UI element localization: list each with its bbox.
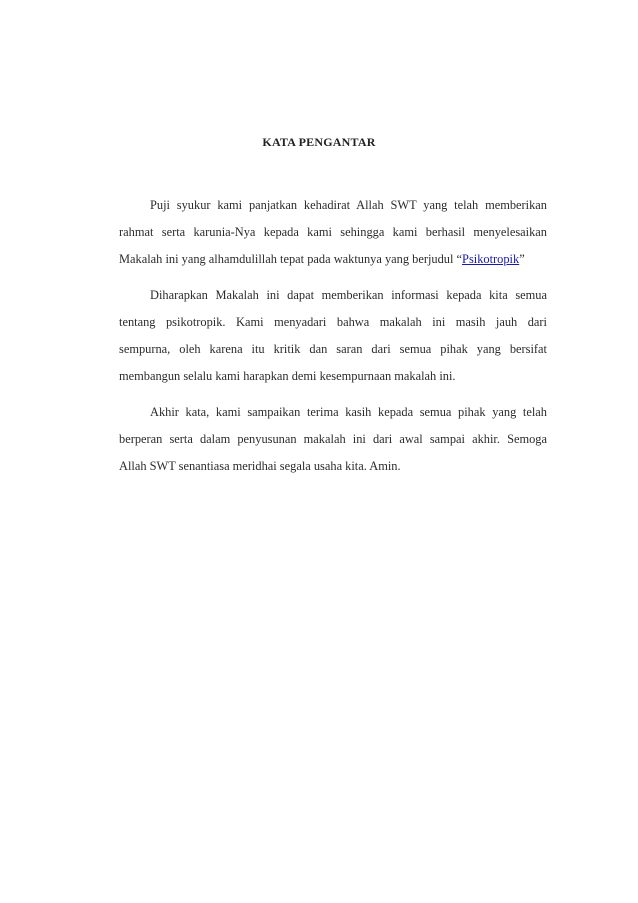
paragraph-1-line-1: Puji syukur kami panjatkan kehadirat Allah SWT yang telah memberikan <box>150 198 547 212</box>
paragraph-2-line-3: sempurna, oleh karena itu kritik dan saran dari semua pihak yang bersifat <box>119 342 547 356</box>
paragraph-2-line-2: tentang psikotropik. Kami menyadari bahwa makalah ini masih jauh dari <box>119 315 547 329</box>
paragraph-2-line-1: Diharapkan Makalah ini dapat memberikan informasi kepada kita semua <box>150 288 547 302</box>
paragraph-3-line-1: Akhir kata, kami sampaikan terima kasih kepada semua pihak yang telah <box>150 405 547 419</box>
paragraph-3-line-2: berperan serta dalam penyusunan makalah ini dari awal sampai akhir. Semoga <box>119 432 547 446</box>
paragraph-2-line-4: membangun selalu kami harapkan demi kesempurnaan makalah ini. <box>119 369 456 383</box>
psikotropik-link[interactable]: Psikotropik <box>462 252 520 266</box>
paragraph-1-line-2: rahmat serta karunia-Nya kepada kami sehingga kami berhasil menyelesaikan <box>119 225 547 239</box>
page-title: KATA PENGANTAR <box>262 135 376 149</box>
closing-quote: ” <box>519 252 525 266</box>
paragraph-1-line-3-text: Makalah ini yang alhamdulillah tepat pada waktunya yang berjudul “ <box>119 252 463 266</box>
paragraph-1-line-3 <box>119 251 547 267</box>
paragraph-3-line-3: Allah SWT senantiasa meridhai segala usaha kita. Amin. <box>119 459 401 473</box>
